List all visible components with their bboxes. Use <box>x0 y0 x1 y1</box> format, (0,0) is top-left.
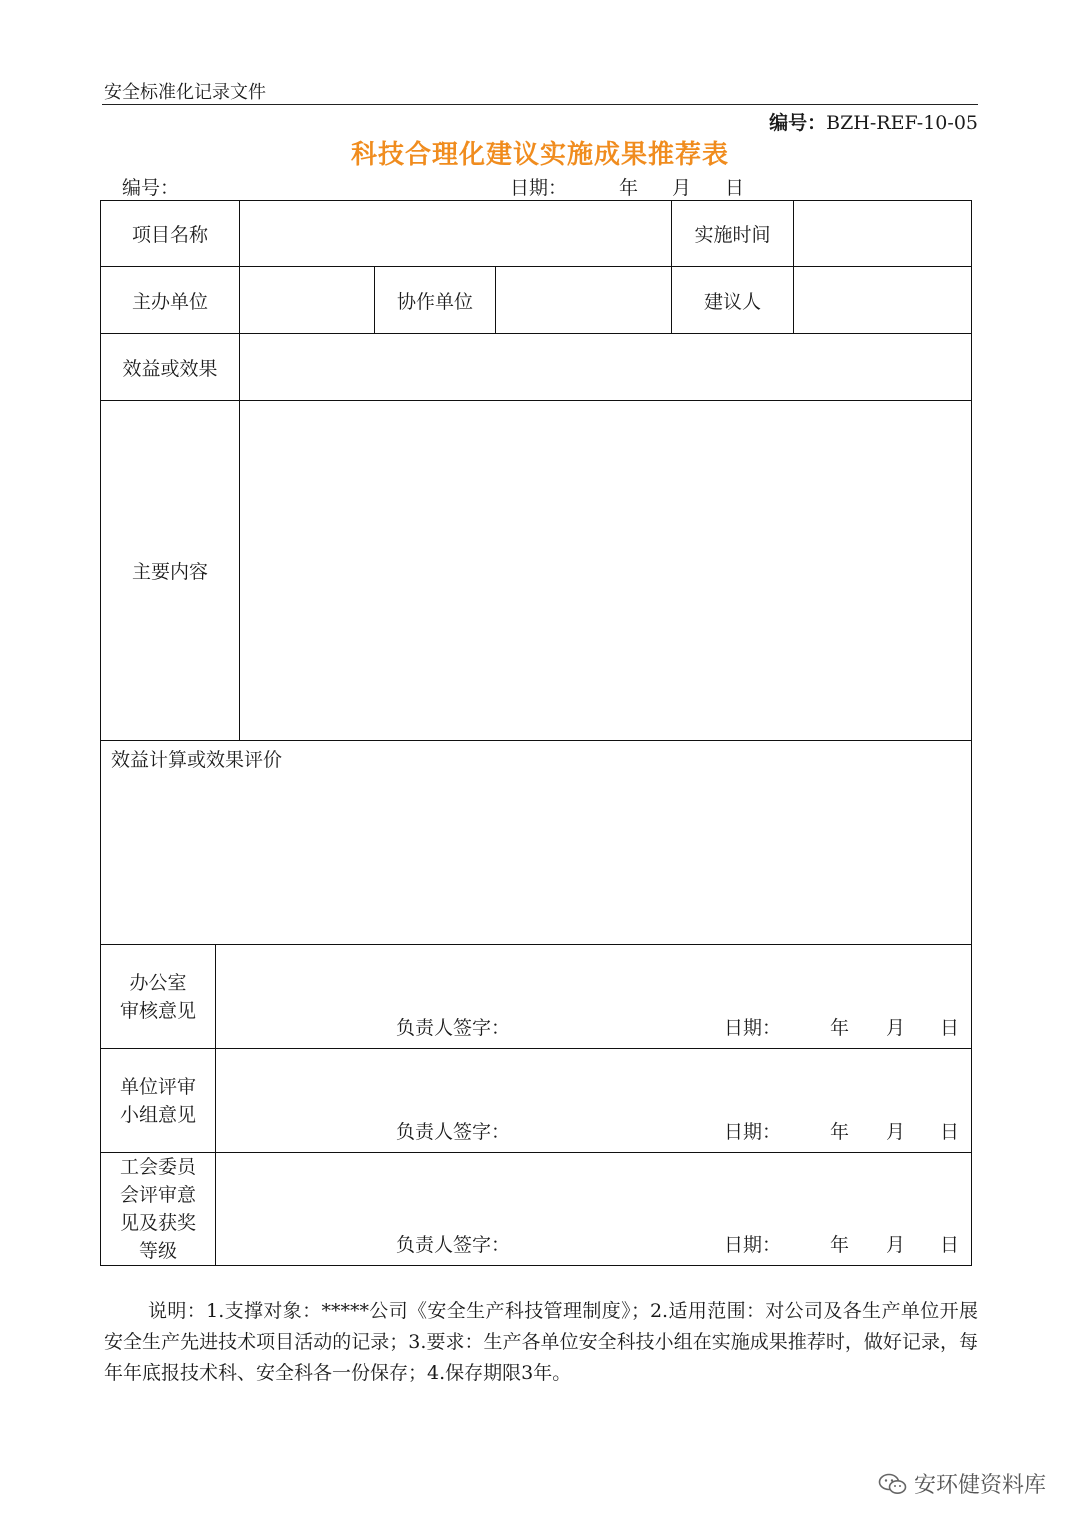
office-date-month: 月 <box>886 1017 906 1039</box>
benefit-eval-label: 效益计算或效果评价 <box>111 749 283 771</box>
project-name-label: 项目名称 <box>101 201 240 267</box>
form-date-label: 日期： <box>510 177 568 199</box>
page-title: 科技合理化建议实施成果推荐表 <box>350 140 729 170</box>
unit-date-year: 年 <box>830 1121 850 1143</box>
impl-time-label: 实施时间 <box>672 201 794 267</box>
union-date-month: 月 <box>886 1234 906 1256</box>
form-date-year: 年 <box>619 177 639 199</box>
union-sign-label: 负责人签字： <box>396 1234 511 1256</box>
office-opinion-line2: 审核意见 <box>119 999 196 1022</box>
union-opinion-label <box>101 1153 216 1266</box>
unit-date-month: 月 <box>886 1121 906 1143</box>
union-opinion-line3: 见及获奖 <box>119 1212 196 1234</box>
form-date-month: 月 <box>672 177 692 199</box>
union-date-year: 年 <box>830 1234 850 1256</box>
unit-sign-label: 负责人签字： <box>396 1121 511 1143</box>
coop-unit-field[interactable] <box>496 267 672 334</box>
union-opinion-line1: 工会委员 <box>119 1156 196 1178</box>
header-rule <box>102 104 978 105</box>
office-date-year: 年 <box>830 1017 850 1039</box>
office-sign-label: 负责人签字： <box>396 1017 511 1039</box>
recommendation-form <box>100 200 972 1266</box>
union-opinion-line2: 会评审意 <box>119 1184 196 1206</box>
form-note: 说明：1.支撑对象：*****公司《安全生产科技管理制度》；2.适用范围：对公司及各生产单位开展安全生产先进技术项目活动的记录；3.要求：生产各单位安全科技小组在实施成果推荐时，做好记录，每年年底报技术科、安全科各一份保存；4.保存期限3年。 <box>104 1300 978 1384</box>
unit-opinion-label <box>101 1049 216 1153</box>
project-name-field[interactable] <box>240 201 672 267</box>
form-date-day: 日 <box>725 177 745 199</box>
watermark-text: 安环健资料库 <box>913 1473 1046 1498</box>
doc-code-label: 编号： <box>769 112 827 134</box>
office-opinion-field[interactable] <box>216 945 972 1049</box>
unit-date-day: 日 <box>940 1121 960 1143</box>
unit-opinion-line2: 小组意见 <box>119 1103 196 1126</box>
benefit-label: 效益或效果 <box>101 334 240 401</box>
host-unit-field[interactable] <box>240 267 375 334</box>
wechat-icon <box>878 1472 908 1496</box>
proposer-label: 建议人 <box>672 267 794 334</box>
form-date <box>510 173 744 200</box>
benefit-eval-cell[interactable] <box>101 741 972 945</box>
doc-code-value: BZH-REF-10-05 <box>826 112 978 134</box>
union-date-day: 日 <box>940 1234 960 1256</box>
benefit-field[interactable] <box>240 334 972 401</box>
watermark <box>878 1468 1046 1499</box>
proposer-field[interactable] <box>794 267 972 334</box>
main-content-label: 主要内容 <box>101 401 240 741</box>
union-opinion-field[interactable] <box>216 1153 972 1266</box>
host-unit-label: 主办单位 <box>101 267 240 334</box>
doc-code <box>769 108 978 135</box>
office-opinion-line1: 办公室 <box>129 971 187 994</box>
form-number-label: 编号： <box>122 177 180 199</box>
office-date-day: 日 <box>940 1017 960 1039</box>
impl-time-field[interactable] <box>794 201 972 267</box>
office-date-label: 日期： <box>724 1017 782 1039</box>
unit-date-label: 日期： <box>724 1121 782 1143</box>
header-doc-type: 安全标准化记录文件 <box>104 82 266 103</box>
union-opinion-line4: 等级 <box>138 1240 177 1262</box>
union-date-label: 日期： <box>724 1234 782 1256</box>
coop-unit-label: 协作单位 <box>375 267 496 334</box>
unit-opinion-field[interactable] <box>216 1049 972 1153</box>
unit-opinion-line1: 单位评审 <box>119 1075 196 1098</box>
office-opinion-label <box>101 945 216 1049</box>
main-content-field[interactable] <box>240 401 972 741</box>
